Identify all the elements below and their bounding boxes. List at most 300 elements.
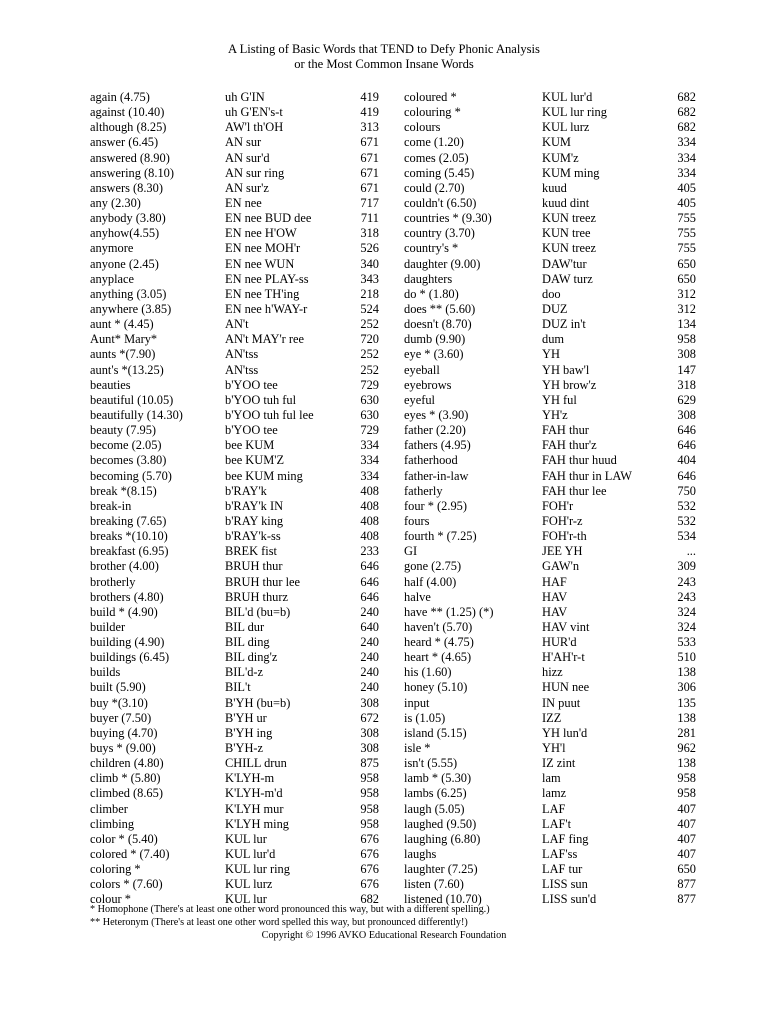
word-row <box>404 120 696 135</box>
number: 629 <box>677 392 696 407</box>
number: 646 <box>677 423 696 438</box>
word: anything (3.05) <box>90 286 167 301</box>
word: listen (7.60) <box>404 877 464 892</box>
word-row <box>90 196 379 211</box>
word: laugh (5.05) <box>404 801 465 816</box>
word-row <box>90 862 379 877</box>
pronunciation: FOH'r <box>542 498 574 513</box>
number: 532 <box>677 498 696 513</box>
pronunciation: KUL lur'd <box>225 847 276 862</box>
number: 630 <box>360 392 379 407</box>
number: 650 <box>677 862 696 877</box>
word: colored * (7.40) <box>90 847 170 862</box>
number: 510 <box>677 650 696 665</box>
number: 962 <box>677 741 696 756</box>
pronunciation: B'YH ur <box>225 710 267 725</box>
word: fatherly <box>404 483 443 498</box>
pronunciation: B'YH ing <box>225 725 273 740</box>
pronunciation: b'YOO tuh ful lee <box>225 407 314 422</box>
pronunciation: EN nee BUD dee <box>225 211 312 226</box>
pronunciation: FAH thur lee <box>542 483 607 498</box>
word-row <box>404 514 696 529</box>
word: breakfast (6.95) <box>90 544 169 559</box>
number: 640 <box>360 619 379 634</box>
pronunciation: K'LYH-m <box>225 771 275 786</box>
pronunciation: AN sur ring <box>225 165 285 180</box>
word-row <box>404 832 696 847</box>
word: Aunt* Mary* <box>90 332 158 347</box>
number: 405 <box>677 180 696 195</box>
number: 958 <box>677 332 696 347</box>
pronunciation: EN nee TH'ing <box>225 286 300 301</box>
pronunciation: KUN treez <box>542 241 597 256</box>
number: 340 <box>360 256 379 271</box>
pronunciation: KUL lur <box>225 831 267 846</box>
word: color * (5.40) <box>90 831 158 846</box>
number: 243 <box>677 574 696 589</box>
number: 147 <box>677 362 696 377</box>
word: colors * (7.60) <box>90 877 163 892</box>
word: lamb * (5.30) <box>404 771 472 786</box>
word-row <box>90 469 379 484</box>
word-row <box>90 696 379 711</box>
word-row <box>90 771 379 786</box>
number: 958 <box>360 786 379 801</box>
word-row <box>90 393 379 408</box>
number: 134 <box>677 317 696 332</box>
number: 711 <box>360 211 379 226</box>
word-row <box>90 877 379 892</box>
number: 682 <box>677 90 696 104</box>
pronunciation: KUL lur'd <box>542 90 593 104</box>
number: 750 <box>677 483 696 498</box>
number: 138 <box>677 756 696 771</box>
word-row <box>404 408 696 423</box>
pronunciation: KUM'z <box>542 150 579 165</box>
pronunciation: BIL'd (bu=b) <box>225 604 291 619</box>
page-title <box>0 42 768 72</box>
word-row <box>404 620 696 635</box>
pronunciation: KUL lur ring <box>542 105 607 120</box>
word: his (1.60) <box>404 665 452 680</box>
word-row <box>90 226 379 241</box>
pronunciation: KUL lurz <box>542 120 590 135</box>
word: climber <box>90 801 128 816</box>
word: buying (4.70) <box>90 725 158 740</box>
word: become (2.05) <box>90 438 162 453</box>
pronunciation: K'LYH ming <box>225 816 289 831</box>
pronunciation: dum <box>542 332 565 347</box>
number: 135 <box>677 695 696 710</box>
number: ... <box>686 544 696 559</box>
word: answered (8.90) <box>90 150 170 165</box>
number: 958 <box>360 771 379 786</box>
word-row <box>404 499 696 514</box>
word-row <box>90 529 379 544</box>
word-list-right-column <box>404 90 696 908</box>
word-row <box>404 332 696 347</box>
pronunciation: LAF <box>542 801 566 816</box>
word: honey (5.10) <box>404 680 468 695</box>
number: 676 <box>360 831 379 846</box>
pronunciation: EN nee h'WAY-r <box>225 301 308 316</box>
word: built (5.90) <box>90 680 146 695</box>
word-row <box>90 575 379 590</box>
word-row <box>404 877 696 892</box>
word: aunt's *(13.25) <box>90 362 164 377</box>
pronunciation: DAW'tur <box>542 256 587 271</box>
word-row <box>404 363 696 378</box>
pronunciation: LAF't <box>542 816 572 831</box>
pronunciation: EN nee WUN <box>225 256 295 271</box>
word: father (2.20) <box>404 423 466 438</box>
number: 218 <box>360 286 379 301</box>
word: answers (8.30) <box>90 180 163 195</box>
number: 138 <box>677 665 696 680</box>
pronunciation: AN't <box>225 317 249 332</box>
pronunciation: lam <box>542 771 561 786</box>
number: 672 <box>360 710 379 725</box>
number: 252 <box>360 317 379 332</box>
word-row <box>404 226 696 241</box>
word: heard * (4.75) <box>404 635 474 650</box>
word-row <box>404 559 696 574</box>
number: 318 <box>677 377 696 392</box>
word: answering (8.10) <box>90 165 174 180</box>
word-row <box>404 741 696 756</box>
word: breaking (7.65) <box>90 513 167 528</box>
number: 324 <box>677 604 696 619</box>
pronunciation: YH ful <box>542 392 577 407</box>
number: 313 <box>360 120 379 135</box>
word: aunt * (4.45) <box>90 317 154 332</box>
word: colour * <box>90 892 131 907</box>
number: 534 <box>677 529 696 544</box>
word: climb * (5.80) <box>90 771 161 786</box>
word-row <box>404 135 696 150</box>
pronunciation: LAF'ss <box>542 847 578 862</box>
word: country's * <box>404 241 459 256</box>
word: anyone (2.45) <box>90 256 159 271</box>
word-row <box>404 786 696 801</box>
pronunciation: LAF fing <box>542 831 589 846</box>
pronunciation: AN'tss <box>225 347 259 362</box>
number: 958 <box>677 786 696 801</box>
number: 958 <box>360 801 379 816</box>
pronunciation: IZ zint <box>542 756 576 771</box>
pronunciation: H'AH'r-t <box>542 650 585 665</box>
word-row <box>404 302 696 317</box>
number: 240 <box>360 604 379 619</box>
word: coloured * <box>404 90 457 104</box>
pronunciation: LAF tur <box>542 862 583 877</box>
word: eyeball <box>404 362 440 377</box>
pronunciation: KUL lur <box>225 892 267 907</box>
word-row <box>404 544 696 559</box>
number: 240 <box>360 635 379 650</box>
word: against (10.40) <box>90 105 165 120</box>
word: coloring * <box>90 862 141 877</box>
word: build * (4.90) <box>90 604 158 619</box>
word: buildings (6.45) <box>90 650 170 665</box>
word-row <box>404 287 696 302</box>
pronunciation: GAW'n <box>542 559 580 574</box>
word-row <box>90 378 379 393</box>
word: climbed (8.65) <box>90 786 163 801</box>
number: 405 <box>677 195 696 210</box>
pronunciation: b'YOO tuh ful <box>225 392 297 407</box>
word: listened (10.70) <box>404 892 482 907</box>
word: eyes * (3.90) <box>404 407 469 422</box>
number: 729 <box>360 423 379 438</box>
word: half (4.00) <box>404 574 457 589</box>
word: beautifully (14.30) <box>90 407 183 422</box>
pronunciation: EN nee <box>225 195 262 210</box>
word-row <box>404 650 696 665</box>
word-list-left-column <box>90 90 379 908</box>
number: 312 <box>677 301 696 316</box>
number: 755 <box>677 226 696 241</box>
number: 308 <box>677 407 696 422</box>
number: 407 <box>677 831 696 846</box>
word: breaks *(10.10) <box>90 529 168 544</box>
word-row <box>90 105 379 120</box>
word: beauties <box>90 377 131 392</box>
pronunciation: YH baw'l <box>542 362 590 377</box>
word: fours <box>404 513 430 528</box>
pronunciation: AN sur'd <box>225 150 270 165</box>
pronunciation: EN nee PLAY-ss <box>225 271 309 286</box>
word: buyer (7.50) <box>90 710 152 725</box>
pronunciation: HAV <box>542 589 568 604</box>
word-row <box>404 241 696 256</box>
title-line-1: A Listing of Basic Words that TEND to Defy Phonic Analysis <box>228 42 540 56</box>
word: input <box>404 695 430 710</box>
word: four * (2.95) <box>404 498 467 513</box>
word: beauty (7.95) <box>90 423 157 438</box>
word-row <box>404 378 696 393</box>
word-row <box>90 211 379 226</box>
number: 671 <box>360 165 379 180</box>
number: 646 <box>360 574 379 589</box>
word: halve <box>404 589 431 604</box>
number: 720 <box>360 332 379 347</box>
word: buy *(3.10) <box>90 695 148 710</box>
number: 646 <box>677 468 696 483</box>
word: building (4.90) <box>90 635 165 650</box>
word: answer (6.45) <box>90 135 159 150</box>
number: 404 <box>677 453 696 468</box>
word-row <box>404 635 696 650</box>
word: laughs <box>404 847 437 862</box>
word: laughter (7.25) <box>404 862 478 877</box>
number: 682 <box>360 892 379 907</box>
word-row <box>90 817 379 832</box>
word: buys * (9.00) <box>90 741 156 756</box>
word-row <box>90 453 379 468</box>
word: father-in-law <box>404 468 469 483</box>
pronunciation: LISS sun'd <box>542 892 597 907</box>
number: 755 <box>677 211 696 226</box>
word: fourth * (7.25) <box>404 529 477 544</box>
number: 526 <box>360 241 379 256</box>
word: dumb (9.90) <box>404 332 466 347</box>
word: laughing (6.80) <box>404 831 481 846</box>
number: 532 <box>677 513 696 528</box>
word-row <box>404 862 696 877</box>
number: 308 <box>360 725 379 740</box>
word-row <box>90 181 379 196</box>
heteronym-note: ** Heteronym (There's at least one other word spelled this way, but pronounced differently!) <box>90 917 468 928</box>
number: 646 <box>677 438 696 453</box>
word-row <box>404 847 696 862</box>
word: does ** (5.60) <box>404 301 476 316</box>
word-row <box>90 151 379 166</box>
pronunciation: YH'l <box>542 741 566 756</box>
word-row <box>404 347 696 362</box>
word-row <box>90 499 379 514</box>
word-row <box>90 756 379 771</box>
word: becoming (5.70) <box>90 468 172 483</box>
word-row <box>404 696 696 711</box>
pronunciation: DAW turz <box>542 271 593 286</box>
word-row <box>404 605 696 620</box>
word-row <box>404 590 696 605</box>
word-row <box>90 786 379 801</box>
number: 308 <box>360 695 379 710</box>
number: 676 <box>360 862 379 877</box>
word-row <box>90 590 379 605</box>
word: builder <box>90 619 126 634</box>
word-row <box>90 484 379 499</box>
number: 671 <box>360 135 379 150</box>
pronunciation: HUR'd <box>542 635 577 650</box>
pronunciation: EN nee MOH'r <box>225 241 301 256</box>
word-row <box>404 484 696 499</box>
number: 755 <box>677 241 696 256</box>
number: 408 <box>360 483 379 498</box>
pronunciation: BIL'd-z <box>225 665 264 680</box>
word: coming (5.45) <box>404 165 475 180</box>
word: break *(8.15) <box>90 483 157 498</box>
word: brotherly <box>90 574 136 589</box>
number: 318 <box>360 226 379 241</box>
word-row <box>404 90 696 105</box>
word: colours <box>404 120 441 135</box>
word-row <box>90 166 379 181</box>
pronunciation: FOH'r-th <box>542 529 587 544</box>
word-row <box>90 559 379 574</box>
word: colouring * <box>404 105 461 120</box>
word: eyebrows <box>404 377 452 392</box>
number: 240 <box>360 665 379 680</box>
word-row <box>404 453 696 468</box>
word-row <box>404 105 696 120</box>
word: island (5.15) <box>404 725 467 740</box>
word-row <box>404 575 696 590</box>
number: 671 <box>360 180 379 195</box>
number: 334 <box>677 165 696 180</box>
word-row <box>404 771 696 786</box>
word-row <box>404 756 696 771</box>
pronunciation: b'RAY'k IN <box>225 498 284 513</box>
word-row <box>90 408 379 423</box>
word-row <box>404 817 696 832</box>
word: brother (4.00) <box>90 559 159 574</box>
word: heart * (4.65) <box>404 650 472 665</box>
pronunciation: AW'l th'OH <box>225 120 284 135</box>
number: 646 <box>360 589 379 604</box>
word-row <box>404 711 696 726</box>
pronunciation: lamz <box>542 786 567 801</box>
pronunciation: B'YH-z <box>225 741 264 756</box>
word: any (2.30) <box>90 195 141 210</box>
number: 682 <box>677 120 696 135</box>
pronunciation: YH lun'd <box>542 725 588 740</box>
word: have ** (1.25) (*) <box>404 604 494 619</box>
homophone-note: * Homophone (There's at least one other word pronounced this way, but with a different spelling.) <box>90 904 490 915</box>
pronunciation: HAV vint <box>542 619 590 634</box>
number: 676 <box>360 847 379 862</box>
word: country (3.70) <box>404 226 475 241</box>
number: 240 <box>360 650 379 665</box>
number: 877 <box>677 877 696 892</box>
copyright-notice: Copyright © 1996 AVKO Educational Research Foundation <box>261 930 507 941</box>
word: could (2.70) <box>404 180 465 195</box>
number: 407 <box>677 816 696 831</box>
number: 240 <box>360 680 379 695</box>
pronunciation: B'YH (bu=b) <box>225 695 291 710</box>
word: come (1.20) <box>404 135 464 150</box>
number: 334 <box>677 150 696 165</box>
pronunciation: LISS sun <box>542 877 588 892</box>
number: 671 <box>360 150 379 165</box>
number: 281 <box>677 725 696 740</box>
pronunciation: bee KUM'Z <box>225 453 285 468</box>
word: haven't (5.70) <box>404 619 473 634</box>
word-row <box>90 832 379 847</box>
number: 408 <box>360 513 379 528</box>
word-row <box>90 317 379 332</box>
pronunciation: K'LYH mur <box>225 801 284 816</box>
word-row <box>404 393 696 408</box>
pronunciation: FAH thur'z <box>542 438 597 453</box>
pronunciation: EN nee H'OW <box>225 226 297 241</box>
pronunciation: hizz <box>542 665 563 680</box>
number: 233 <box>360 544 379 559</box>
pronunciation: KUN tree <box>542 226 591 241</box>
word-row <box>404 529 696 544</box>
number: 308 <box>677 347 696 362</box>
word: again (4.75) <box>90 90 150 104</box>
word-row <box>90 302 379 317</box>
number: 334 <box>677 135 696 150</box>
word-row <box>404 726 696 741</box>
word-row <box>90 332 379 347</box>
word: countries * (9.30) <box>404 211 492 226</box>
number: 312 <box>677 286 696 301</box>
pronunciation: KUM <box>542 135 571 150</box>
number: 729 <box>360 377 379 392</box>
number: 334 <box>360 468 379 483</box>
word-row <box>90 120 379 135</box>
pronunciation: KUM ming <box>542 165 600 180</box>
number: 958 <box>677 771 696 786</box>
word: comes (2.05) <box>404 150 469 165</box>
word-row <box>90 241 379 256</box>
pronunciation: kuud <box>542 180 567 195</box>
word-row <box>90 680 379 695</box>
